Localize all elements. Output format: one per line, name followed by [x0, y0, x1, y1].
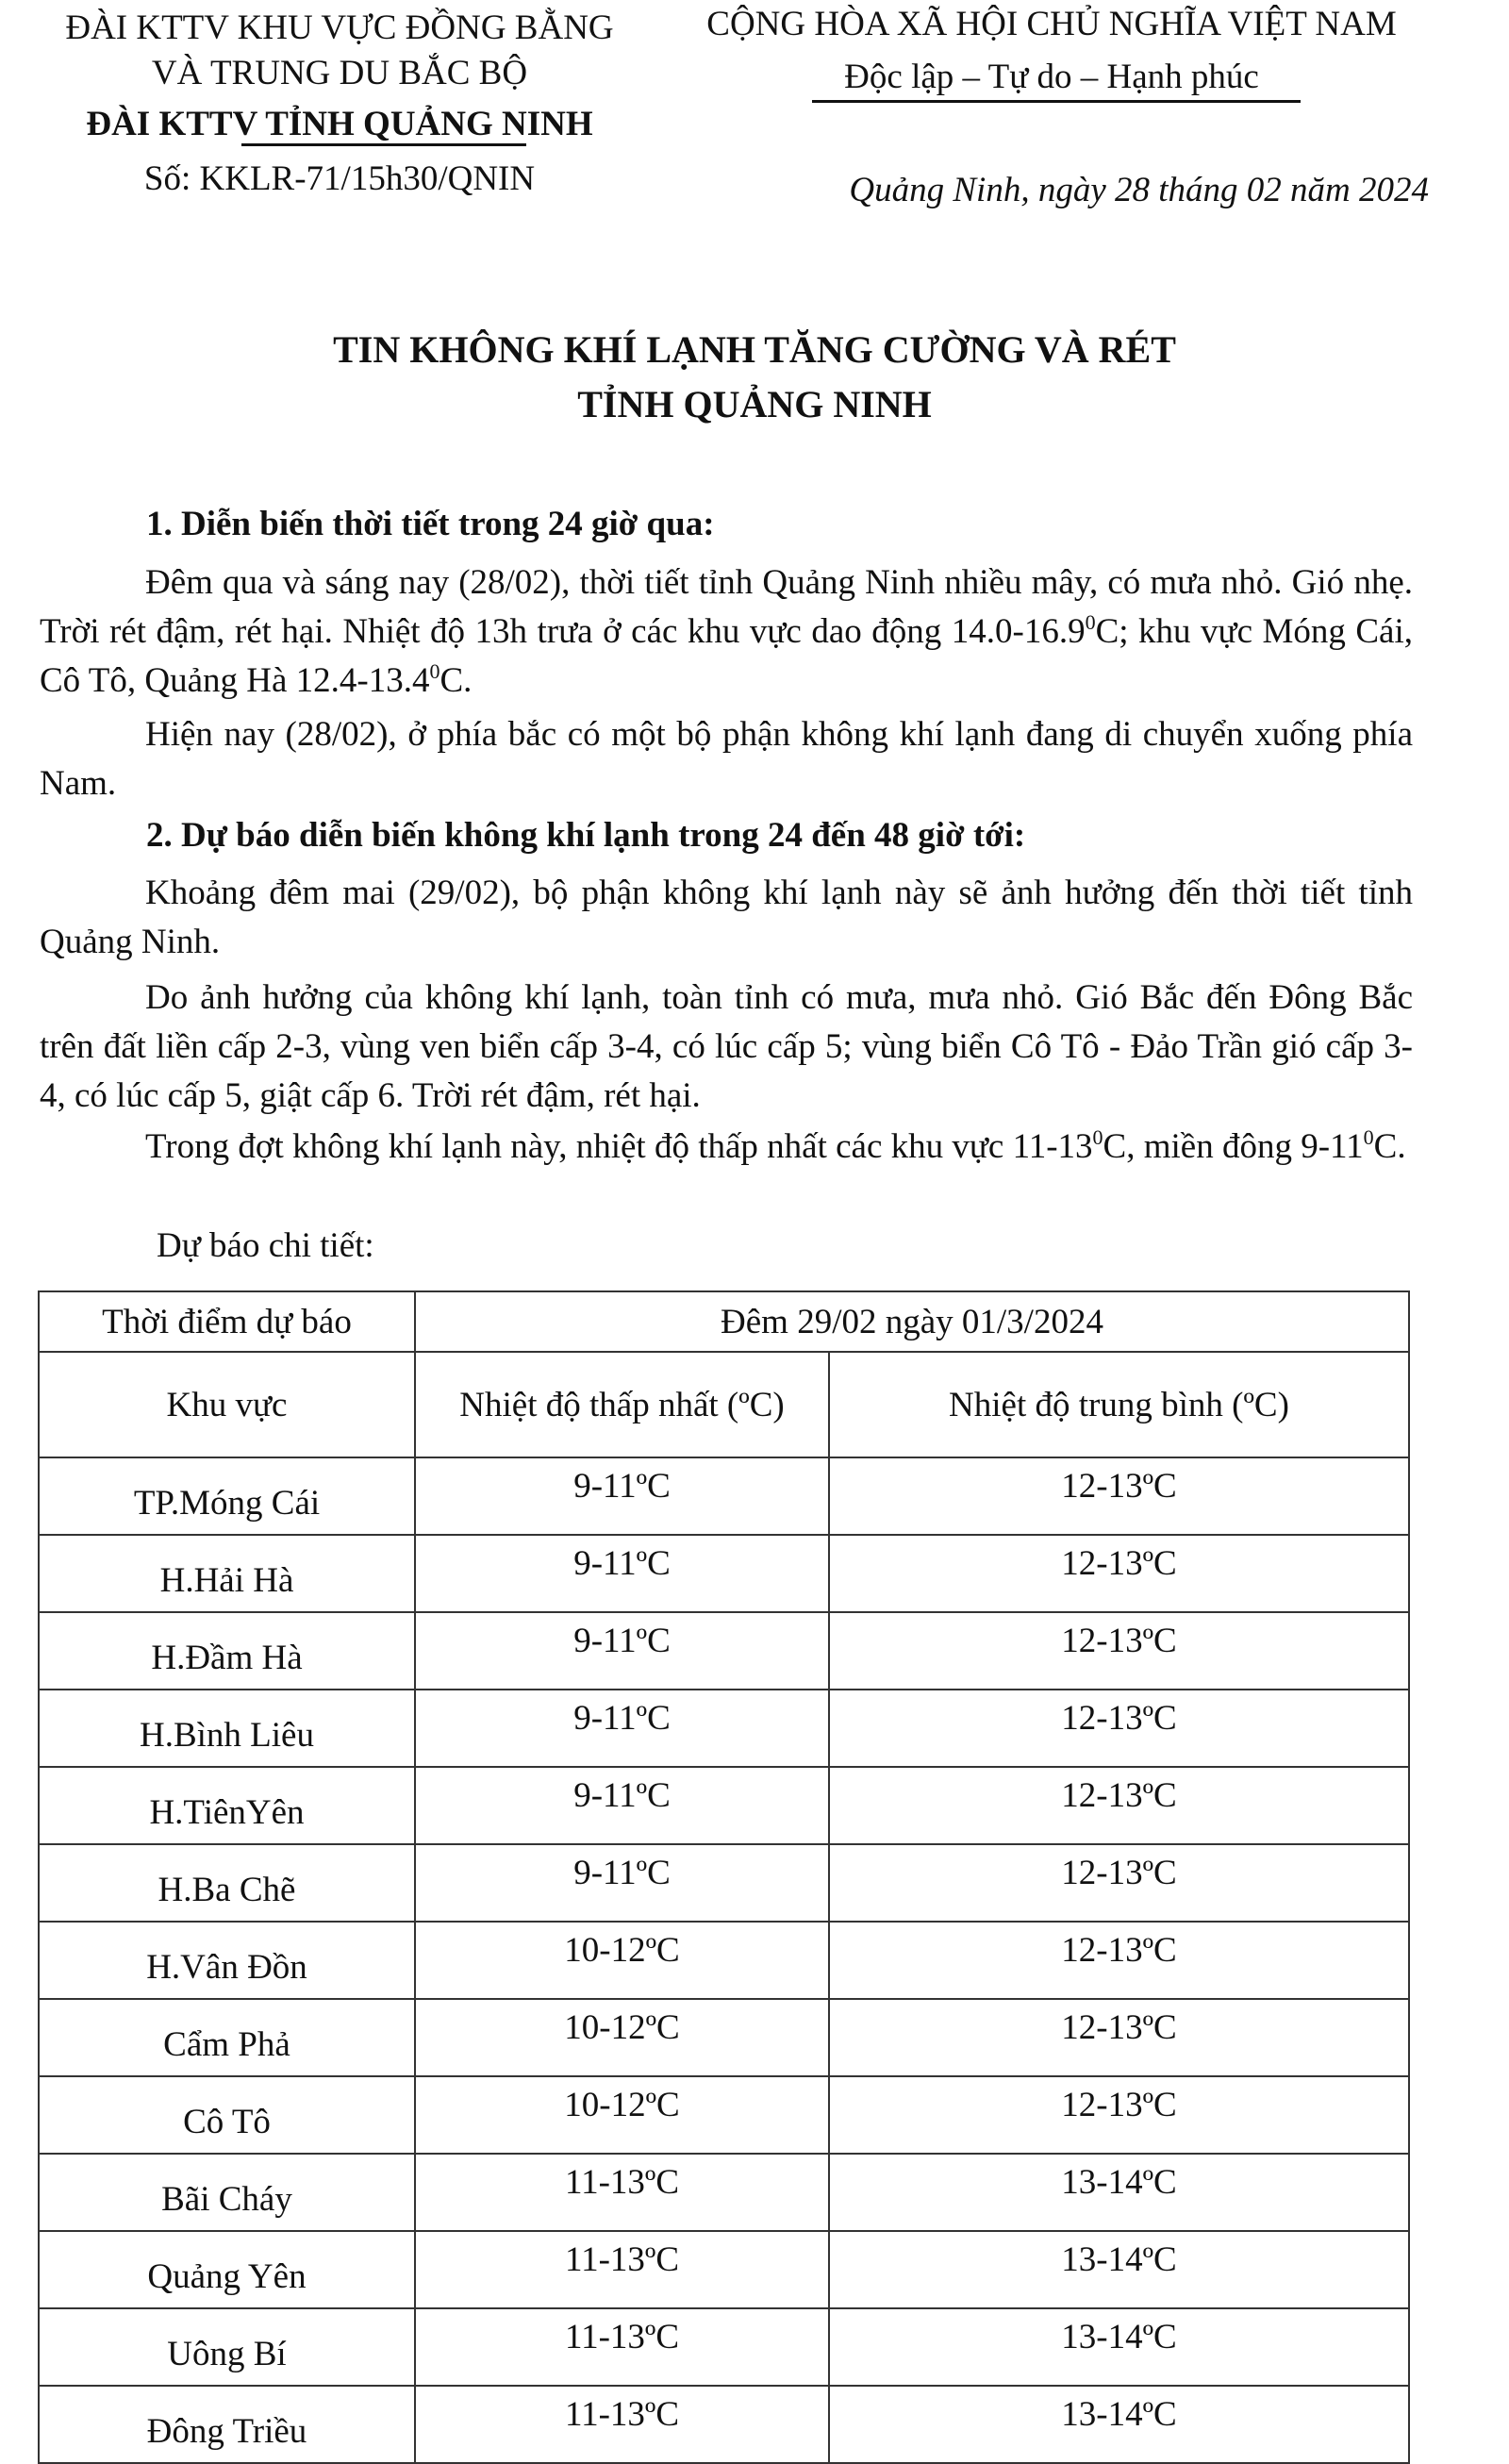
detail-forecast-label: Dự báo chi tiết:	[157, 1226, 374, 1265]
section2-paragraph1: Khoảng đêm mai (29/02), bộ phận không khí lạnh này sẽ ảnh hưởng đến thời tiết tỉnh Quảng Ninh.	[40, 874, 1413, 961]
section2-paragraph3	[40, 1123, 1413, 1172]
column-header-min-temp: Nhiệt độ thấp nhất (ºC)	[415, 1352, 829, 1457]
avg-temp-cell: 12-13ºC	[829, 1690, 1409, 1767]
time-label-cell: Thời điểm dự báo	[39, 1291, 415, 1352]
national-motto: Độc lập – Tự do – Hạnh phúc	[844, 58, 1259, 96]
min-temp-cell: 10-12ºC	[415, 1999, 829, 2076]
bulletin-subtitle: TỈNH QUẢNG NINH	[577, 383, 932, 425]
table-row	[39, 2076, 1409, 2154]
avg-temp-cell: 13-14ºC	[829, 2154, 1409, 2231]
section2-heading: 2. Dự báo diễn biến không khí lạnh trong 24 đến 48 giờ tới:	[146, 816, 1026, 855]
table-row	[39, 1535, 1409, 1612]
table-row	[39, 2308, 1409, 2386]
avg-temp-cell: 12-13ºC	[829, 1535, 1409, 1612]
avg-temp-cell: 12-13ºC	[829, 2076, 1409, 2154]
table-row	[39, 1457, 1409, 1535]
section1-heading: 1. Diễn biến thời tiết trong 24 giờ qua:	[146, 505, 715, 543]
min-temp-cell: 10-12ºC	[415, 2076, 829, 2154]
agency-parent: ĐÀI KTTV KHU VỰC ĐỒNG BẰNG	[65, 8, 614, 47]
avg-temp-cell: 13-14ºC	[829, 2386, 1409, 2463]
min-temp-cell: 9-11ºC	[415, 1535, 829, 1612]
area-cell: Cô Tô	[39, 2076, 415, 2154]
table-row	[39, 1612, 1409, 1690]
min-temp-cell: 9-11ºC	[415, 1767, 829, 1844]
area-cell: H.Bình Liêu	[39, 1690, 415, 1767]
bulletin-title: TIN KHÔNG KHÍ LẠNH TĂNG CƯỜNG VÀ RÉT	[333, 328, 1176, 371]
section2-paragraph3-part1: Trong đợt không khí lạnh này, nhiệt độ thấp nhất các khu vực 11-13	[145, 1127, 1093, 1166]
area-cell: H.TiênYên	[39, 1767, 415, 1844]
min-temp-cell: 11-13ºC	[415, 2386, 829, 2463]
avg-temp-cell: 12-13ºC	[829, 1999, 1409, 2076]
area-cell: Uông Bí	[39, 2308, 415, 2386]
area-cell: Bãi Cháy	[39, 2154, 415, 2231]
area-cell: H.Hải Hà	[39, 1535, 415, 1612]
min-temp-cell: 9-11ºC	[415, 1690, 829, 1767]
table-row	[39, 1844, 1409, 1922]
area-cell: Quảng Yên	[39, 2231, 415, 2308]
area-cell: H.Vân Đồn	[39, 1922, 415, 1999]
min-temp-cell: 9-11ºC	[415, 1612, 829, 1690]
avg-temp-cell: 12-13ºC	[829, 1922, 1409, 1999]
column-header-avg-temp: Nhiệt độ trung bình (ºC)	[829, 1352, 1409, 1457]
agency-parent-line2: VÀ TRUNG DU BẮC BỘ	[151, 54, 528, 92]
min-temp-cell: 10-12ºC	[415, 1922, 829, 1999]
area-cell: TP.Móng Cái	[39, 1457, 415, 1535]
avg-temp-cell: 12-13ºC	[829, 1844, 1409, 1922]
table-row	[39, 2231, 1409, 2308]
degree-superscript: 0	[1092, 1125, 1103, 1149]
avg-temp-cell: 13-14ºC	[829, 2308, 1409, 2386]
avg-temp-cell: 13-14ºC	[829, 2231, 1409, 2308]
table-row	[39, 2386, 1409, 2463]
table-header-row-columns	[39, 1352, 1409, 1457]
country-name: CỘNG HÒA XÃ HỘI CHỦ NGHĨA VIỆT NAM	[706, 5, 1397, 43]
section2-paragraph3-part2: C, miền đông 9-11	[1103, 1127, 1364, 1166]
table-row	[39, 1999, 1409, 2076]
degree-superscript: 0	[429, 659, 440, 683]
min-temp-cell: 9-11ºC	[415, 1457, 829, 1535]
time-value-cell: Đêm 29/02 ngày 01/3/2024	[415, 1291, 1409, 1352]
section1-paragraph1-part3: C.	[439, 661, 473, 700]
avg-temp-cell: 12-13ºC	[829, 1612, 1409, 1690]
table-row	[39, 1690, 1409, 1767]
area-cell: H.Đầm Hà	[39, 1612, 415, 1690]
table-row	[39, 2154, 1409, 2231]
degree-superscript: 0	[1363, 1125, 1374, 1149]
section1-paragraph1	[40, 558, 1413, 706]
min-temp-cell: 11-13ºC	[415, 2231, 829, 2308]
section2-paragraph3-part3: C.	[1373, 1127, 1406, 1166]
place-date: Quảng Ninh, ngày 28 tháng 02 năm 2024	[849, 171, 1429, 209]
section1-paragraph2: Hiện nay (28/02), ở phía bắc có một bộ phận không khí lạnh đang di chuyển xuống phía Nam.	[40, 715, 1413, 803]
min-temp-cell: 9-11ºC	[415, 1844, 829, 1922]
avg-temp-cell: 12-13ºC	[829, 1457, 1409, 1535]
avg-temp-cell: 12-13ºC	[829, 1767, 1409, 1844]
table-row	[39, 1922, 1409, 1999]
area-cell: Cẩm Phả	[39, 1999, 415, 2076]
agency-underline	[241, 143, 526, 146]
document-number: Số: KKLR-71/15h30/QNIN	[143, 159, 536, 198]
table-row	[39, 1767, 1409, 1844]
section1-paragraph1-part1: Đêm qua và sáng nay (28/02), thời tiết tỉnh Quảng Ninh nhiều mây, có mưa nhỏ. Gió nhẹ. Trời rét đậm, rét hại. Nhiệt độ 13h trưa ở các khu vực dao động 14.0-16.9	[40, 563, 1413, 651]
table-header-row-time	[39, 1291, 1409, 1352]
area-cell: H.Ba Chẽ	[39, 1844, 415, 1922]
section1-paragraph1-part2: C; khu vực Móng Cái, Cô Tô, Quảng Hà 12.4-13.4	[40, 612, 1413, 700]
min-temp-cell: 11-13ºC	[415, 2308, 829, 2386]
degree-superscript: 0	[1085, 610, 1096, 634]
min-temp-cell: 11-13ºC	[415, 2154, 829, 2231]
section2-paragraph2: Do ảnh hưởng của không khí lạnh, toàn tỉnh có mưa, mưa nhỏ. Gió Bắc đến Đông Bắc trên đất liền cấp 2-3, vùng ven biển cấp 3-4, có lúc cấp 5; vùng biển Cô Tô - Đảo Trần gió cấp 3-4, có lúc cấp 5, giật cấp 6. Trời rét đậm, rét hại.	[40, 978, 1413, 1115]
area-cell: Đông Triều	[39, 2386, 415, 2463]
column-header-area: Khu vực	[39, 1352, 415, 1457]
agency-name: ĐÀI KTTV TỈNH QUẢNG NINH	[86, 105, 593, 143]
forecast-table	[38, 1290, 1410, 2464]
motto-underline	[812, 100, 1301, 103]
